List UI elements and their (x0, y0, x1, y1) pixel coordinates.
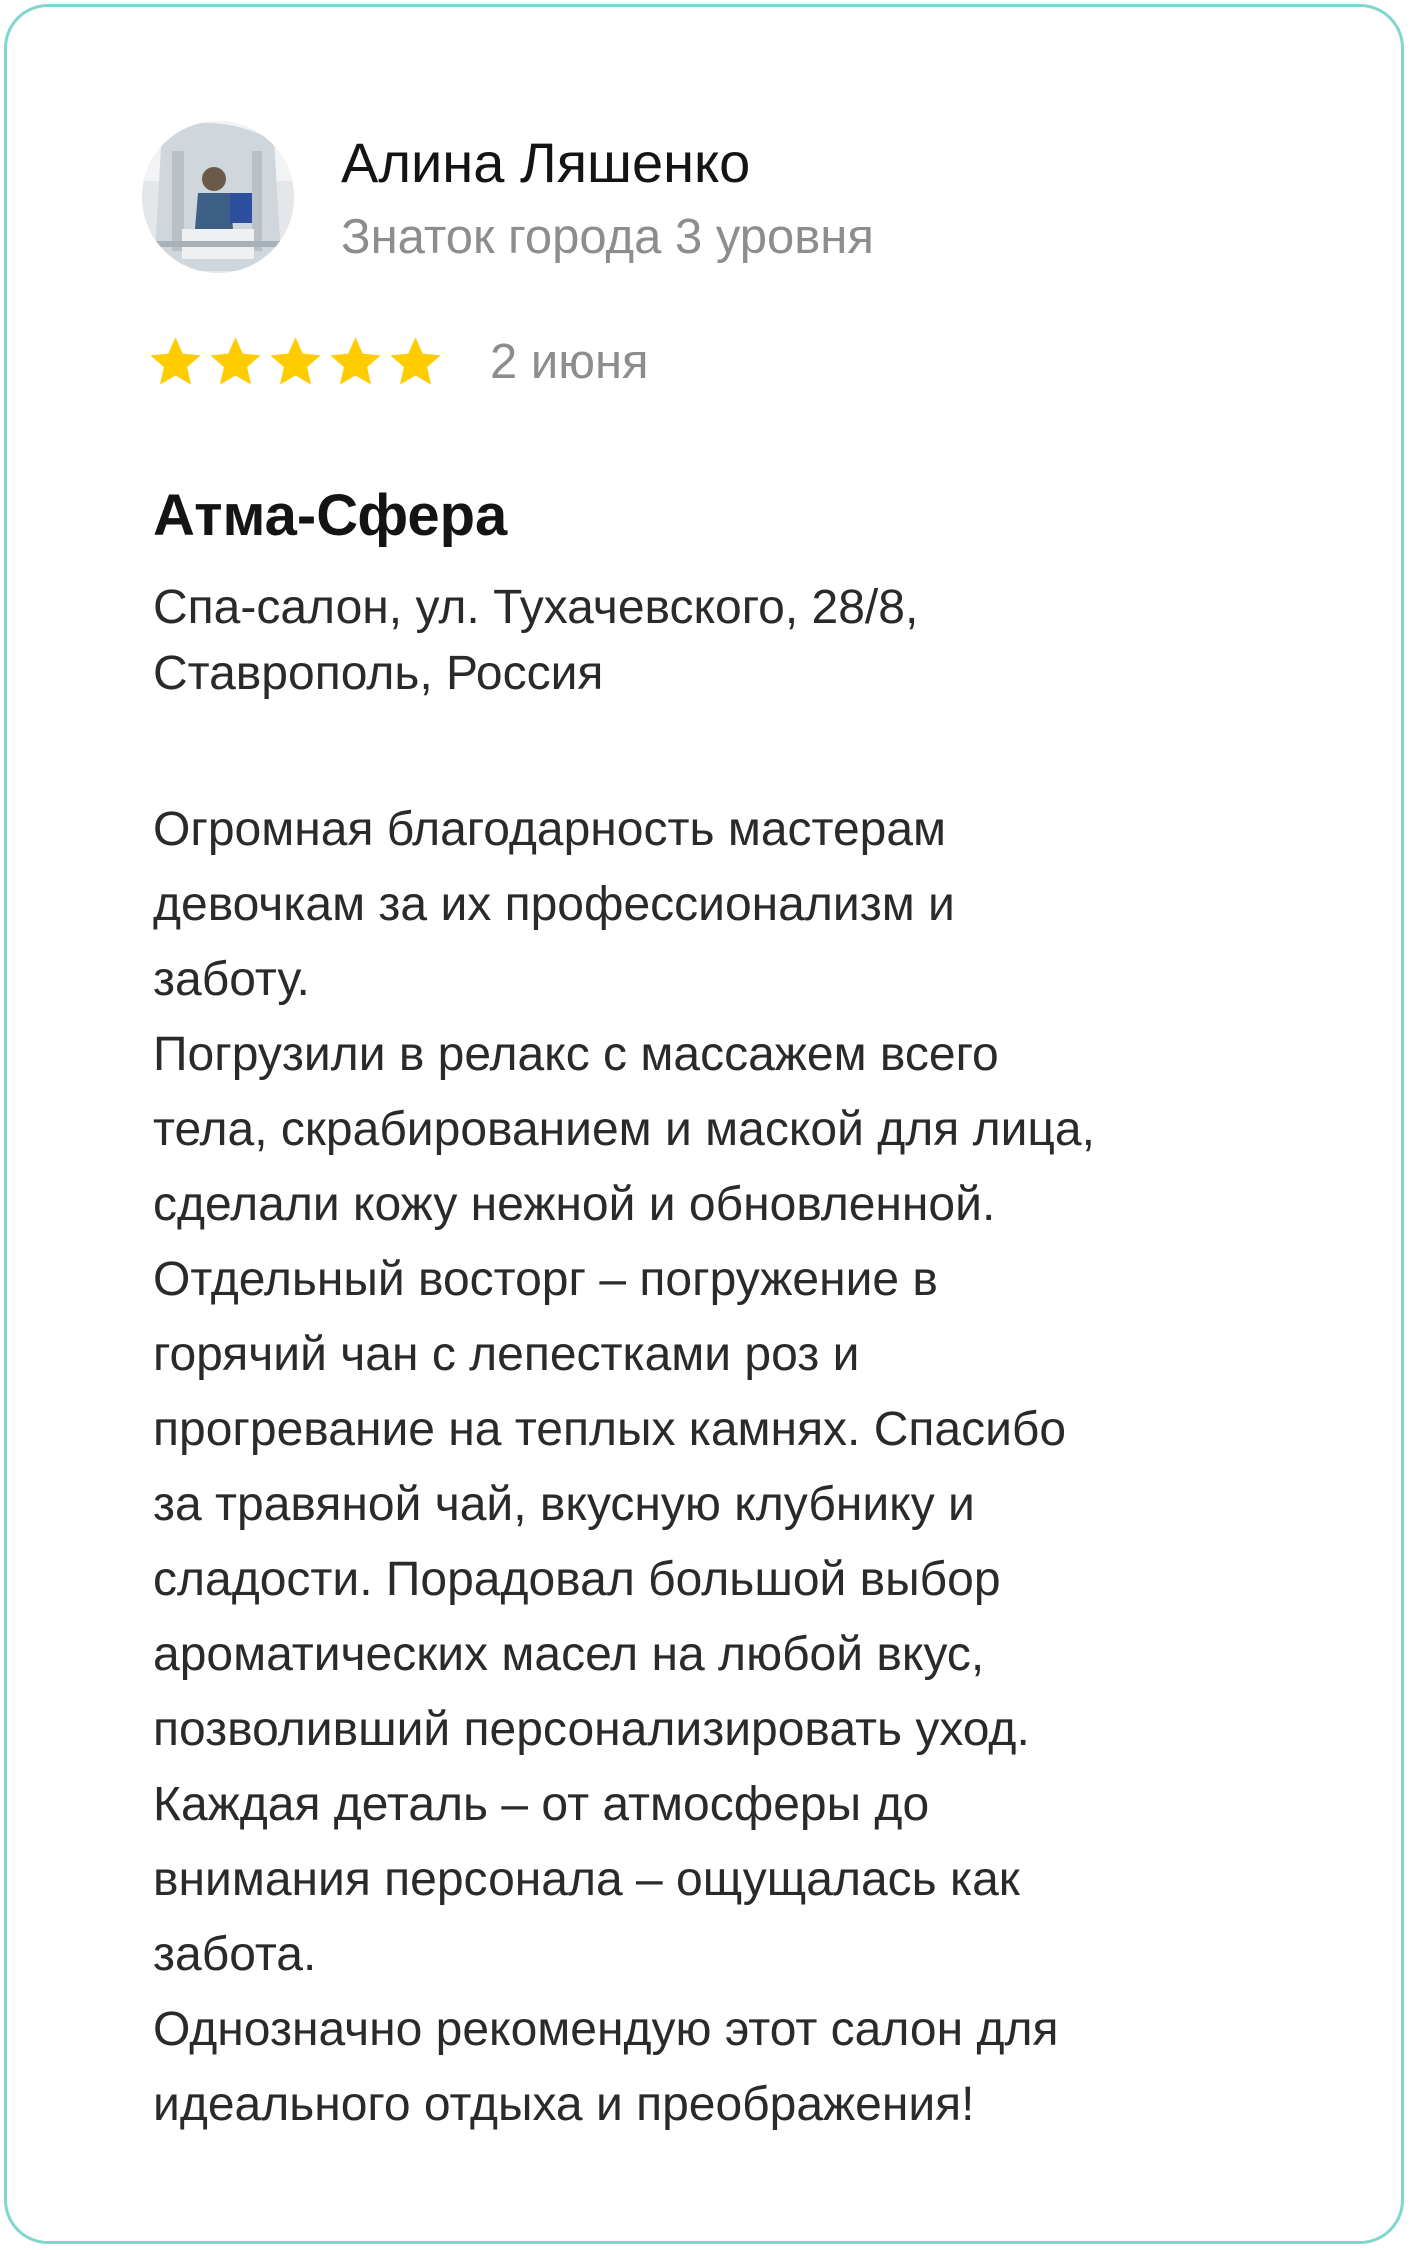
review-line: внимания персонала – ощущалась как (153, 1853, 1020, 1906)
star-icon (327, 333, 384, 390)
review-card (4, 4, 1404, 2244)
user-photo-icon (142, 121, 294, 273)
review-text (153, 792, 1333, 2142)
organization-address (153, 575, 1303, 707)
review-line: сделали кожу нежной и обновленной. (153, 1178, 996, 1231)
review-line: Отдельный восторг – погружение в (153, 1253, 938, 1306)
review-line: Каждая деталь – от атмосферы до (153, 1778, 930, 1831)
author-rank: Знаток города 3 уровня (341, 210, 874, 264)
review-date: 2 июня (490, 335, 649, 389)
review-line: позволивший персонализировать уход. (153, 1703, 1030, 1756)
review-line: девочкам за их профессионализм и (153, 878, 955, 931)
avatar[interactable] (142, 121, 294, 273)
rating-stars (147, 333, 444, 393)
review-line: забота. (153, 1928, 317, 1981)
review-line: идеального отдыха и преображения! (153, 2078, 975, 2131)
star-icon (147, 333, 204, 390)
organization-name[interactable]: Атма-Сфера (153, 483, 508, 548)
review-line: горячий чан с лепестками роз и (153, 1328, 860, 1381)
star-icon (267, 333, 324, 390)
star-icon (207, 333, 264, 390)
review-line: сладости. Порадовал большой выбор (153, 1553, 1001, 1606)
review-line: за травяной чай, вкусную клубнику и (153, 1478, 975, 1531)
review-line: заботу. (153, 953, 310, 1006)
star-icon (387, 333, 444, 390)
review-line: прогревание на теплых камнях. Спасибо (153, 1403, 1067, 1456)
address-line: Ставрополь, Россия (153, 647, 604, 700)
review-line: Однозначно рекомендую этот салон для (153, 2003, 1059, 2056)
address-line: Спа-салон, ул. Тухачевского, 28/8, (153, 581, 919, 634)
author-name[interactable]: Алина Ляшенко (341, 131, 751, 194)
review-line: тела, скрабированием и маской для лица, (153, 1103, 1095, 1156)
review-line: Огромная благодарность мастерам (153, 803, 947, 856)
review-line: ароматических масел на любой вкус, (153, 1628, 985, 1681)
review-line: Погрузили в релакс с массажем всего (153, 1028, 999, 1081)
